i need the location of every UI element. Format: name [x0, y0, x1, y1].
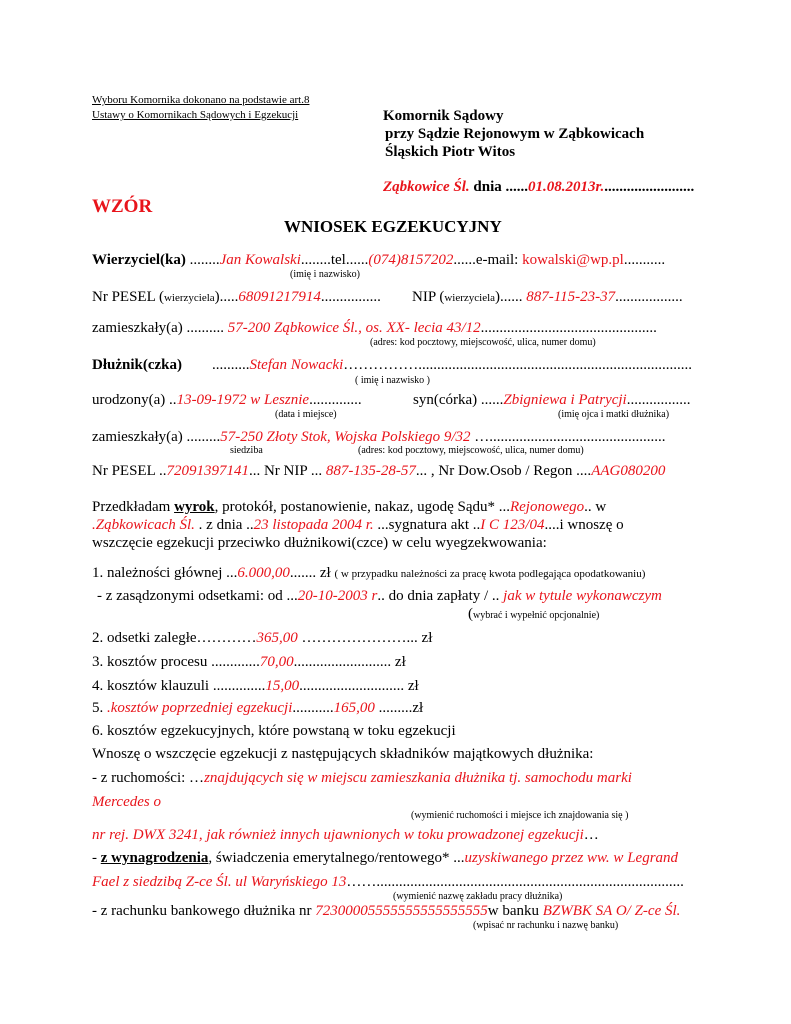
request-text: ...sygnatura akt ..	[373, 517, 481, 533]
item-1b-hint	[468, 606, 599, 622]
request-line2	[92, 518, 624, 533]
creditor-row	[92, 253, 665, 268]
place: Ząbkowice Śl.	[383, 179, 470, 195]
creditor-nip-label: NIP (	[412, 289, 445, 305]
debtor-pesel-label: Nr PESEL ..	[92, 463, 167, 479]
debtor-parents: Zbigniewa i Patrycji	[503, 392, 627, 408]
item-1-label: 1. należności głównej ...	[92, 565, 238, 581]
item-4-value: 15,00	[265, 678, 300, 694]
item-1b-value: jak w tytule wykonawczym	[503, 588, 662, 604]
creditor-pesel-label: Nr PESEL (	[92, 289, 164, 305]
item-1	[92, 566, 645, 581]
item-1b-mid: .. do dnia zapłaty / ..	[377, 588, 504, 604]
creditor-pesel-hint: wierzyciela	[163, 292, 215, 304]
request-date: 23 listopada 2004 r.	[253, 517, 374, 533]
item-1-note: ( w przypadku należności za pracę kwota podlegająca opodatkowaniu)	[334, 568, 646, 580]
debtor-address: 57-250 Złoty Stok, Wojska Polskiego 9/32	[220, 429, 471, 445]
bailiff-line1: Komornik Sądowy	[383, 108, 504, 124]
creditor-address-row	[92, 321, 657, 336]
document-title: WNIOSEK EGZEKUCYJNY	[284, 217, 502, 236]
request-line1	[92, 500, 606, 515]
item-5-number: 5.	[92, 700, 107, 716]
request-text: Przedkładam	[92, 499, 175, 515]
date: 01.08.2013r.	[528, 179, 605, 195]
item-1b	[97, 589, 662, 604]
creditor-email-label: ......e-mail:	[453, 252, 523, 268]
creditor-nip-hint: wierzyciela	[444, 292, 496, 304]
debtor-nip-label: ... Nr NIP ...	[248, 463, 326, 479]
creditor-pesel-dots: ).....	[214, 289, 239, 305]
item-2	[92, 631, 432, 646]
date-tail: ........................	[604, 179, 695, 195]
assets-movables-label: - z ruchomości: …	[92, 770, 205, 786]
debtor-address-label: zamieszkały(a) .........	[92, 429, 221, 445]
debtor-tail: …………….........................................................................	[343, 357, 692, 373]
debtor-parents-hint: (imię ojca i matki dłużnika)	[558, 409, 670, 420]
assets-movables	[92, 771, 632, 786]
creditor-address-label: zamieszkały(a) ..........	[92, 320, 228, 336]
request-line3: wszczęcie egzekucji przeciwko dłużnikowi(czce) w celu wyegzekwowania:	[92, 535, 547, 551]
request-text: , protokół, postanowienie, nakaz, ugodę Sądu* ...	[214, 499, 510, 515]
creditor-nip: 887-115-23-37	[526, 289, 616, 305]
item-2-value: 365,00	[256, 630, 298, 646]
creditor-email: kowalski@wp.pl	[522, 252, 624, 268]
debtor-pesel: 72091397141	[166, 463, 249, 479]
debtor-nip: 887-135-28-57	[325, 463, 416, 479]
assets-wage-value: uzyskiwanego przez ww. w Legrand	[464, 850, 679, 866]
debtor-born-hint: (data i miejsce)	[275, 409, 337, 420]
template-stamp: WZÓR	[92, 196, 153, 217]
debtor-parents-row	[413, 393, 690, 408]
debtor-born-row	[92, 393, 362, 408]
creditor-nip-dots: )......	[495, 289, 527, 305]
request-text: .. w	[584, 499, 607, 515]
assets-intro: Wnoszę o wszczęcie egzekucji z następujących składników majątkowych dłużnika:	[92, 746, 594, 762]
assets-wage-line2	[92, 875, 684, 890]
assets-wage-tail: ……..................................................................................	[346, 874, 684, 890]
item-6: 6. kosztów egzekucyjnych, które powstaną w toku egzekucji	[92, 723, 456, 739]
item-1-currency: ....... zł	[289, 565, 335, 581]
item-1b-paren: (	[468, 606, 473, 622]
assets-bank-label: - z rachunku bankowego dłużnika nr	[92, 903, 316, 919]
debtor-born-tail: ..............	[309, 392, 362, 408]
bailiff-line2: przy Sądzie Rejonowym w Ząbkowicach	[385, 126, 645, 142]
creditor-address-hint: (adres: kod pocztowy, miejscowość, ulica, numer domu)	[370, 337, 596, 348]
debtor-name: Stefan Nowacki	[249, 357, 344, 373]
item-4	[92, 679, 419, 694]
creditor-dots: ........	[185, 252, 220, 268]
place-date	[383, 180, 694, 195]
item-2-currency: …………………... zł	[297, 630, 433, 646]
request-text: ....i wnoszę o	[544, 517, 624, 533]
request-city: Ząbkowicach Śl.	[95, 517, 195, 533]
item-1-value: 6.000,00	[237, 565, 290, 581]
assets-movables-line2: Mercedes o	[92, 794, 161, 810]
debtor-address-row	[92, 430, 666, 445]
debtor-dots: ..........	[212, 357, 250, 373]
item-5-currency: .........zł	[374, 700, 424, 716]
debtor-ids-row	[92, 464, 665, 479]
debtor-born: 13-09-1972 w Lesznie	[176, 392, 310, 408]
item-5-dots: ...........	[292, 700, 334, 716]
item-1b-date: 20-10-2003 r	[297, 588, 378, 604]
debtor-address-tail: …...............................................	[470, 429, 666, 445]
debtor-address-hint: (adres: kod pocztowy, miejscowość, ulica, numer domu)	[358, 445, 584, 456]
creditor-address-tail: ...............................................	[480, 320, 657, 336]
assets-movables-value: znajdujących się w miejscu zamieszkania dłużnika tj. samochodu marki	[204, 770, 632, 786]
creditor-tail: ...........	[623, 252, 666, 268]
debtor-label: Dłużnik(czka)	[92, 357, 182, 373]
assets-bank	[92, 904, 680, 919]
debtor-parents-tail: .................	[626, 392, 691, 408]
item-5-label: .kosztów poprzedniej egzekucji	[107, 700, 293, 716]
creditor-name: Jan Kowalski	[219, 252, 301, 268]
assets-bank-text: w banku	[487, 903, 543, 919]
item-3-value: 70,00	[259, 654, 294, 670]
debtor-born-label: urodzony(a) ..	[92, 392, 177, 408]
request-court: Rejonowego	[509, 499, 585, 515]
assets-bank-hint: (wpisać nr rachunku i nazwę banku)	[473, 920, 619, 931]
assets-movables-value3: nr rej. DWX 3241, jak również innych ujawnionych w toku prowadzonej egzekucji	[92, 827, 584, 843]
debtor-seat-hint: siedziba	[230, 445, 263, 456]
request-signature: I C 123/04	[480, 517, 545, 533]
creditor-name-hint: (imię i nazwisko)	[290, 269, 360, 280]
item-4-currency: ............................ zł	[299, 678, 419, 694]
debtor-child-label: syn(córka) ......	[413, 392, 504, 408]
bailiff-line3: Śląskich Piotr Witos	[385, 144, 516, 160]
debtor-id: AAG080200	[591, 463, 666, 479]
assets-movables-hint: (wymienić ruchomości i miejsce ich znajdowania się )	[411, 810, 629, 821]
creditor-label: Wierzyciel(ka)	[92, 252, 186, 268]
assets-wage-label: z wynagrodzenia	[100, 850, 209, 866]
creditor-address: 57-200 Ząbkowice Śl., os. XX- lecia 43/12	[227, 320, 481, 336]
assets-bank-name: BZWBK SA O/ Z-ce Śl.	[542, 903, 681, 919]
item-2-label: 2. odsetki zaległe…………	[92, 630, 257, 646]
item-1b-label: - z zasądzonymi odsetkami: od ...	[97, 588, 298, 604]
assets-movables-line3	[92, 828, 599, 843]
assets-movables-tail: …	[583, 827, 599, 843]
request-ruling: wyrok	[174, 499, 215, 515]
date-label: dnia ......	[469, 179, 529, 195]
item-3-label: 3. kosztów procesu .............	[92, 654, 260, 670]
debtor-id-label: ... , Nr Dow.Osob / Regon ....	[415, 463, 592, 479]
debtor-name-hint: ( imię i nazwisko )	[355, 375, 430, 386]
basis-note-line1: Wyboru Komornika dokonano na podstawie art.8	[92, 94, 310, 106]
creditor-tel-label: ........tel......	[300, 252, 369, 268]
assets-wage-employer: Fael z siedzibą Z-ce Śl. ul Waryńskiego 13	[92, 874, 347, 890]
assets-wage	[92, 851, 678, 866]
item-3-currency: .......................... zł	[293, 654, 406, 670]
assets-wage-dash: -	[92, 850, 101, 866]
item-5	[92, 701, 423, 716]
creditor-pesel: 68091217914	[238, 289, 321, 305]
basis-note-line2: Ustawy o Komornikach Sądowych i Egzekucji	[92, 109, 299, 121]
item-1b-note: wybrać i wypełnić opcjonalnie)	[473, 610, 600, 621]
item-3	[92, 655, 406, 670]
creditor-pesel-tail: ................	[320, 289, 381, 305]
creditor-tel: (074)8157202	[368, 252, 454, 268]
creditor-pesel-row	[92, 290, 381, 305]
assets-wage-text: , świadczenia emerytalnego/rentowego* ...	[208, 850, 465, 866]
creditor-nip-row	[412, 290, 683, 305]
assets-bank-account: 72300005555555555555555	[315, 903, 488, 919]
creditor-nip-tail: ..................	[615, 289, 683, 305]
item-4-label: 4. kosztów klauzuli ..............	[92, 678, 266, 694]
debtor-row	[92, 358, 692, 373]
request-dot: .	[92, 517, 96, 533]
item-5-value: 165,00	[333, 700, 375, 716]
assets-wage-hint: (wymienić nazwę zakładu pracy dłużnika)	[393, 891, 563, 902]
request-text: . z dnia ..	[194, 517, 254, 533]
